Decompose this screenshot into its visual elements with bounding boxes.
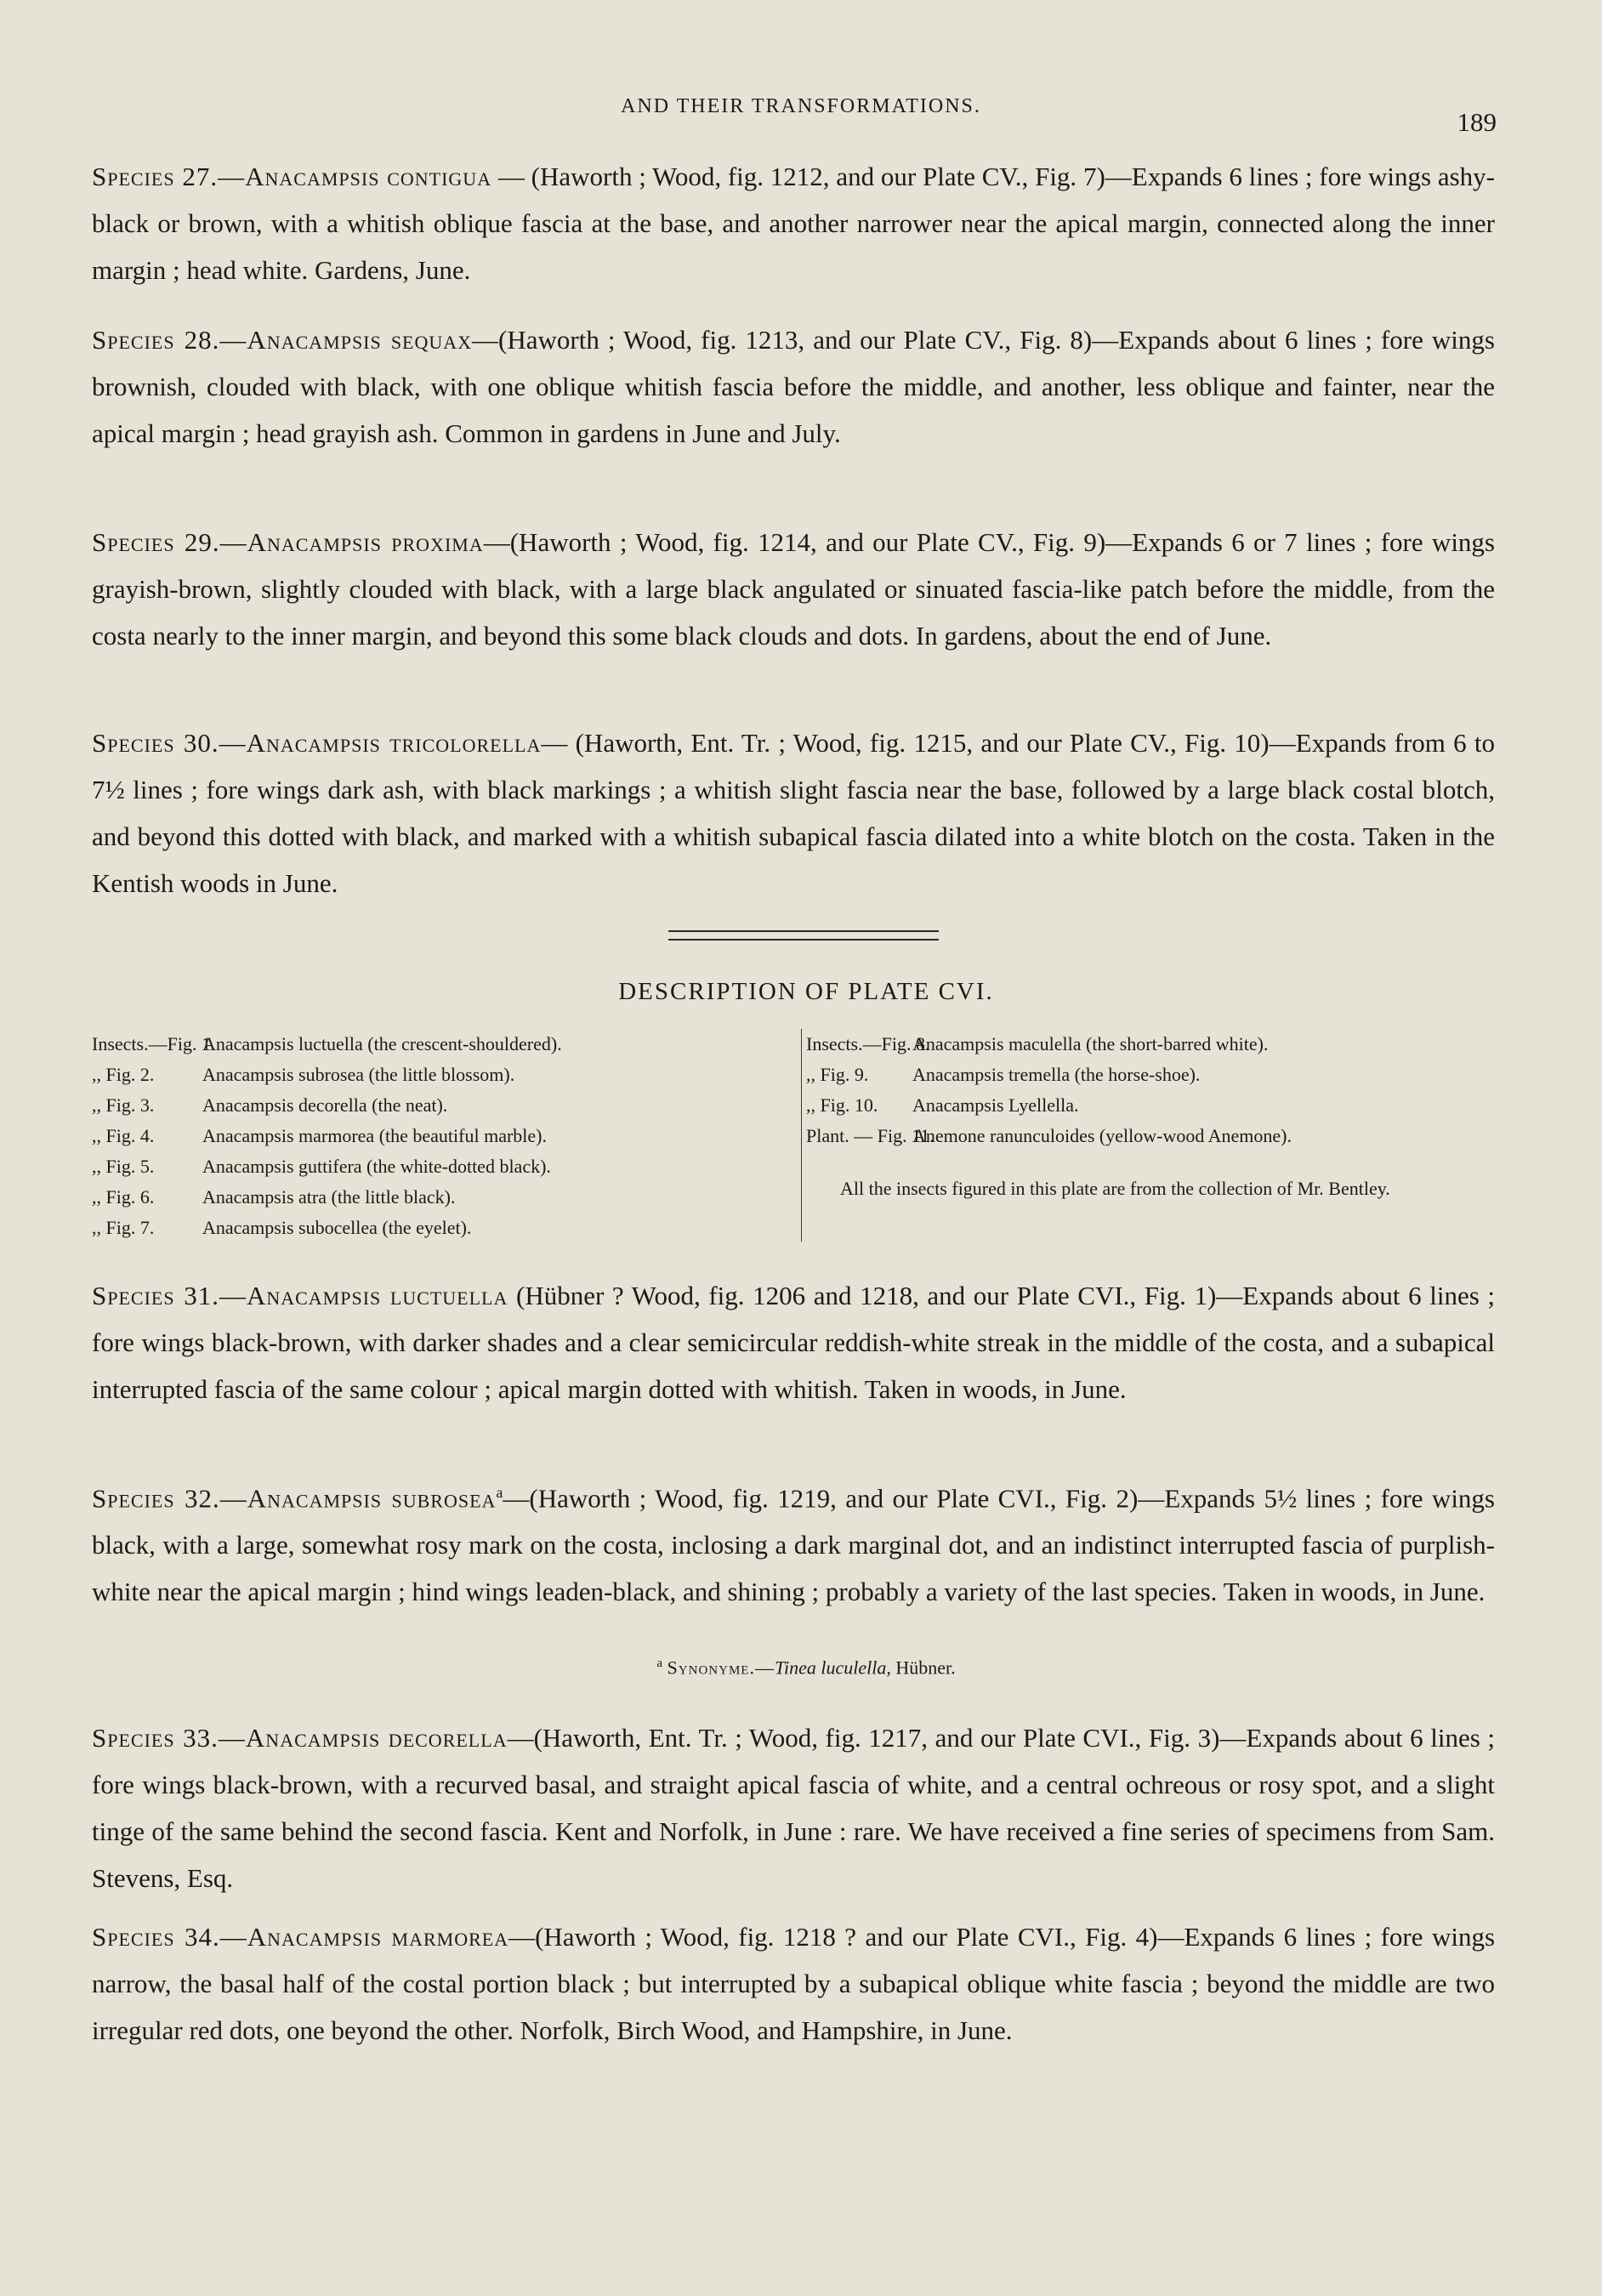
footnote-mark: a [656, 1657, 663, 1670]
running-title: AND THEIR TRANSFORMATIONS. [621, 95, 981, 117]
legend-text: Anacampsis marmorea (the beautiful marble). [202, 1125, 548, 1146]
legend-text: Anacampsis luctuella (the crescent-shouldered). [202, 1033, 562, 1054]
legend-lead: Insects.—Fig. 8. [806, 1033, 930, 1054]
footnote-italic: Tinea luculella, [774, 1657, 891, 1679]
page-number: 189 [1457, 107, 1497, 137]
legend-entry [806, 1121, 1497, 1151]
species-33-paragraph [92, 1714, 1495, 1901]
section-rule [668, 930, 939, 941]
species-text: — (Haworth ; Wood, fig. 1212, and our Plate CV., Fig. 7)—Expands 6 lines ; fore wings ashy-black or brown, with a whitish oblique fascia at the base, and another narrower near the apical margin, connected along the inner margin ; head white. Gardens, June. [92, 162, 1495, 285]
species-30-paragraph [92, 719, 1495, 906]
legend-entry [92, 1151, 793, 1182]
species-heading: Species 32.—Anacampsis subrosea [92, 1483, 497, 1514]
legend-entry [92, 1060, 793, 1090]
species-31-paragraph [92, 1272, 1495, 1412]
plate-legend-left-column [92, 1029, 793, 1243]
legend-entry [92, 1213, 793, 1243]
legend-lead: ,, Fig. 3. [92, 1094, 155, 1116]
species-heading: Species 31.—Anacampsis luctuella [92, 1281, 508, 1310]
legend-entry [806, 1060, 1497, 1090]
plate-title: DESCRIPTION OF PLATE CVI. [618, 978, 994, 1005]
legend-lead: ,, Fig. 2. [92, 1064, 155, 1085]
legend-lead: ,, Fig. 9. [806, 1064, 869, 1085]
legend-text: Anacampsis subocellea (the eyelet). [202, 1217, 472, 1238]
species-text: —(Haworth ; Wood, fig. 1213, and our Plate CV., Fig. 8)—Expands about 6 lines ; fore wings brownish, clouded with black, with one oblique whitish fascia before the middle, and another, less oblique and fainter, near the apical margin ; head grayish ash. Common in gardens in June and July. [92, 325, 1495, 448]
legend-lead: ,, Fig. 7. [92, 1217, 155, 1238]
legend-entry [806, 1029, 1497, 1060]
legend-text: Anacampsis guttifera (the white-dotted black). [202, 1156, 551, 1177]
species-29-paragraph [92, 519, 1495, 659]
footnote-reference: a [496, 1484, 503, 1501]
legend-text: Anacampsis tremella (the horse-shoe). [912, 1064, 1201, 1085]
legend-lead: ,, Fig. 5. [92, 1156, 155, 1177]
legend-entry [92, 1121, 793, 1151]
species-heading: Species 34.—Anacampsis marmorea [92, 1922, 509, 1952]
species-heading: Species 30.—Anacampsis tricolorella [92, 728, 542, 758]
species-text: —(Haworth ; Wood, fig. 1218 ? and our Plate CVI., Fig. 4)—Expands 6 lines ; fore wings narrow, the basal half of the costal portion black ; but interrupted by a subapical oblique white fascia ; beyond the middle are two irregular red dots, one beyond the other. Norfolk, Birch Wood, and Hampshire, in June. [92, 1922, 1496, 2045]
species-text: —(Haworth ; Wood, fig. 1214, and our Plate CV., Fig. 9)—Expands 6 or 7 lines ; fore wings grayish-brown, slightly clouded with black, with a large black angulated or sinuated fascia-like patch before the middle, from the costa nearly to the inner margin, and beyond this some black clouds and dots. In gardens, about the end of June. [92, 527, 1495, 651]
legend-lead: ,, Fig. 10. [806, 1094, 878, 1116]
species-28-paragraph [92, 316, 1495, 457]
species-text: — (Haworth, Ent. Tr. ; Wood, fig. 1215, and our Plate CV., Fig. 10)—Expands from 6 to 7½ lines ; fore wings dark ash, with black markings ; a whitish slight fascia near the base, followed by a large black costal blotch, and beyond this dotted with black, and marked with a whitish subapical fascia dilated into a white blotch on the costa. Taken in the Kentish woods in June. [92, 728, 1496, 898]
species-34-paragraph [92, 1913, 1495, 2054]
species-heading: Species 27.—Anacampsis contigua [92, 162, 492, 191]
species-text: (Hübner ? Wood, fig. 1206 and 1218, and our Plate CVI., Fig. 1)—Expands about 6 lines ; fore wings black-brown, with darker shades and a clear semicircular reddish-white streak in the middle of the costa, and a subapical interrupted fascia of the same colour ; apical margin dotted with whitish. Taken in woods, in June. [92, 1281, 1495, 1404]
footnote-text: Hübner. [890, 1657, 956, 1679]
legend-entry [92, 1029, 793, 1060]
legend-text: Anacampsis atra (the little black). [202, 1186, 456, 1208]
species-text: —(Haworth, Ent. Tr. ; Wood, fig. 1217, and our Plate CVI., Fig. 3)—Expands about 6 lines ; fore wings black-brown, with a recurved basal, and straight apical fascia of white, and a central ochreous or rosy spot, and a slight tinge of the same behind the second fascia. Kent and Norfolk, in June : rare. We have received a fine series of specimens from Sam. Stevens, Esq. [92, 1723, 1495, 1893]
footnote [92, 1657, 1520, 1679]
species-heading: Species 33.—Anacampsis decorella [92, 1723, 508, 1753]
legend-lead: ,, Fig. 6. [92, 1186, 155, 1208]
species-text: —(Haworth ; Wood, fig. 1219, and our Plate CVI., Fig. 2)—Expands 5½ lines ; fore wings black, with a large, somewhat rosy mark on the costa, inclosing a dark marginal dot, and an indistinct interrupted fascia of purplish-white near the apical margin ; hind wings leaden-black, and shining ; probably a variety of the last species. Taken in woods, in June. [92, 1483, 1495, 1607]
legend-text: Anacampsis maculella (the short-barred white). [912, 1033, 1269, 1054]
species-heading: Species 28.—Anacampsis sequax [92, 325, 473, 355]
legend-text: Anemone ranunculoides (yellow-wood Anemone). [912, 1125, 1292, 1146]
legend-entry [92, 1090, 793, 1121]
column-divider [801, 1029, 802, 1242]
plate-legend-right-column [806, 1029, 1497, 1204]
plate-note: All the insects figured in this plate are from the collection of Mr. Bentley. [840, 1178, 1390, 1199]
footnote-label: Synonyme.— [667, 1657, 775, 1679]
legend-lead: Plant. — Fig. 11. [806, 1125, 934, 1146]
legend-lead: ,, Fig. 4. [92, 1125, 155, 1146]
species-27-paragraph [92, 153, 1495, 293]
species-heading: Species 29.—Anacampsis proxima [92, 527, 484, 557]
legend-text: Anacampsis Lyellella. [912, 1094, 1079, 1116]
legend-entry [92, 1182, 793, 1213]
species-32-paragraph [92, 1469, 1495, 1615]
legend-text: Anacampsis subrosea (the little blossom). [202, 1064, 515, 1085]
legend-lead: Insects.—Fig. 1. [92, 1033, 216, 1054]
legend-entry [806, 1090, 1497, 1121]
legend-text: Anacampsis decorella (the neat). [202, 1094, 448, 1116]
